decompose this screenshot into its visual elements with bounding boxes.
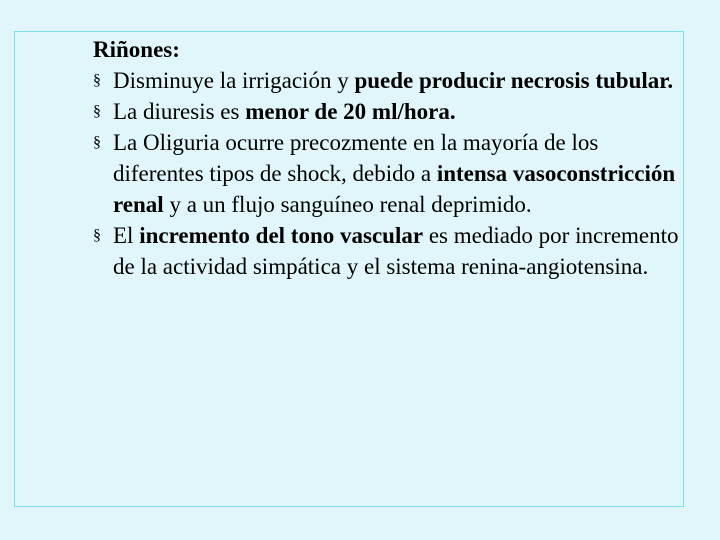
bullet-text-bold: puede producir necrosis tubular.: [354, 68, 674, 93]
bullet-text-regular: es mediado por incremento de la actividad simpática y el sistema renina-angiotensina.: [113, 223, 679, 279]
slide-heading: Riñones:: [93, 37, 180, 62]
bullet-icon: §: [93, 134, 101, 151]
slide-content: [93, 34, 683, 282]
bullet-list: [93, 65, 683, 282]
bullet-item: [93, 220, 683, 282]
bullet-text-bold: menor de 20 ml/hora.: [245, 99, 456, 124]
bullet-text-bold: incremento del tono vascular: [139, 223, 424, 248]
bullet-icon: §: [93, 227, 101, 244]
bullet-text-regular: La diuresis es: [113, 99, 246, 124]
bullet-icon: §: [93, 72, 101, 89]
bullet-text-regular: y a un flujo sanguíneo renal deprimido.: [163, 192, 532, 217]
bullet-item: [93, 65, 683, 96]
bullet-item: [93, 96, 683, 127]
bullet-text: [113, 99, 456, 124]
bullet-text-bold: intensa vasoconstricción renal: [113, 161, 676, 217]
bullet-text-regular: La Oliguria ocurre precozmente en la mayoría de los diferentes tipos de shock, debido a: [113, 130, 599, 186]
bullet-item: [93, 127, 683, 220]
bullet-text-regular: Disminuye la irrigación y: [113, 68, 355, 93]
bullet-text: [113, 223, 679, 279]
bullet-text: [113, 68, 673, 93]
bullet-text: [113, 130, 675, 217]
bullet-icon: §: [93, 103, 101, 120]
bullet-text-regular: El: [113, 223, 140, 248]
